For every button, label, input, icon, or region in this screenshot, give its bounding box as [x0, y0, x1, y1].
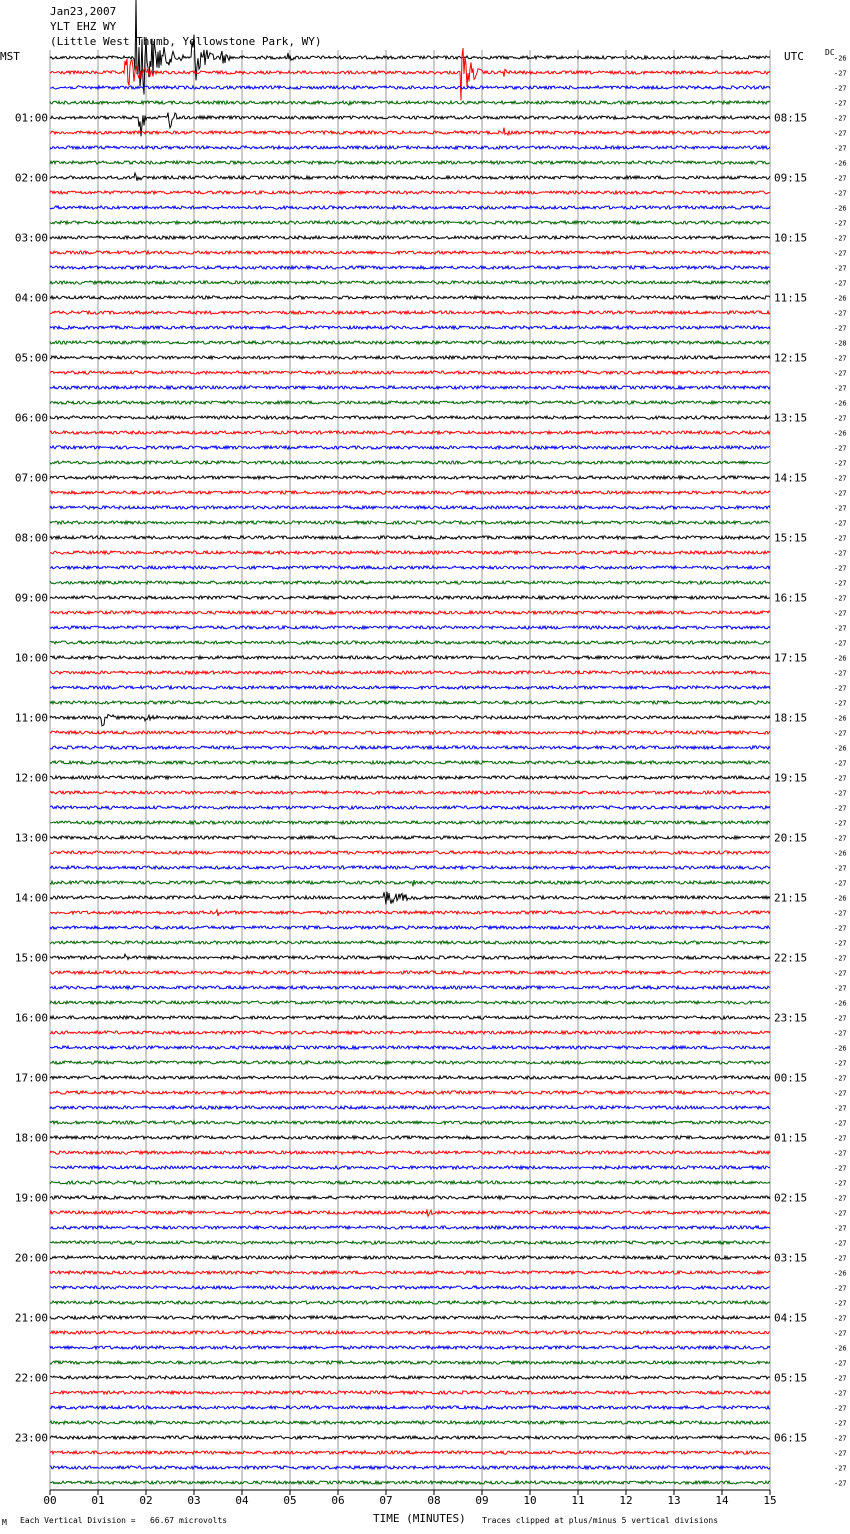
dc-offset-7: -26 — [834, 159, 847, 168]
x-tick-label-00: 00 — [43, 1494, 57, 1507]
dc-offset-21: -27 — [834, 369, 847, 378]
trace-line-2 — [50, 86, 770, 89]
right-hour-label-21: 05:15 — [774, 1371, 808, 1385]
dc-offset-26: -27 — [834, 444, 847, 453]
trace-line-65 — [50, 1031, 770, 1034]
dc-offset-61: -27 — [834, 969, 847, 978]
dc-offset-13: -27 — [834, 249, 847, 258]
dc-offset-31: -27 — [834, 519, 847, 528]
trace-line-5 — [50, 128, 770, 135]
dc-offset-29: -27 — [834, 489, 847, 498]
dc-offset-33: -27 — [834, 549, 847, 558]
right-hour-label-9: 17:15 — [774, 651, 808, 665]
dc-offset-69: -27 — [834, 1089, 847, 1098]
header-station: YLT EHZ WY — [50, 20, 117, 33]
trace-line-71 — [50, 1121, 770, 1124]
left-hour-label-9: 10:00 — [14, 651, 48, 665]
trace-line-30 — [50, 506, 770, 509]
trace-line-60 — [50, 954, 770, 959]
trace-line-28 — [50, 476, 770, 479]
trace-line-45 — [50, 731, 770, 734]
left-timezone-label: MST — [0, 50, 20, 63]
right-hour-label-11: 19:15 — [774, 771, 808, 785]
left-hour-label-19: 20:00 — [14, 1251, 48, 1265]
trace-line-35 — [50, 581, 770, 584]
dc-offset-60: -27 — [834, 954, 847, 963]
x-tick-label-06: 06 — [331, 1494, 345, 1507]
dc-offset-59: -27 — [834, 939, 847, 948]
trace-line-94 — [50, 1466, 770, 1469]
trace-line-62 — [50, 986, 770, 989]
x-tick-label-04: 04 — [235, 1494, 249, 1507]
trace-line-67 — [50, 1061, 770, 1064]
left-hour-label-21: 22:00 — [14, 1371, 48, 1385]
left-hour-label-22: 23:00 — [14, 1431, 48, 1445]
clip-note: Traces clipped at plus/minus 5 vertical divisions — [482, 1516, 719, 1525]
x-tick-label-10: 10 — [523, 1494, 537, 1507]
trace-line-6 — [50, 146, 770, 149]
right-hour-label-14: 22:15 — [774, 951, 808, 965]
trace-line-63 — [50, 1001, 770, 1004]
dc-offset-1: -27 — [834, 69, 847, 78]
dc-offset-8: -27 — [834, 174, 847, 183]
trace-line-88 — [50, 1376, 770, 1379]
trace-line-87 — [50, 1361, 770, 1364]
dc-offset-10: -26 — [834, 204, 847, 213]
right-hour-label-0: 08:15 — [774, 111, 808, 125]
right-hour-label-8: 16:15 — [774, 591, 808, 605]
trace-line-58 — [50, 926, 770, 929]
dc-offset-42: -27 — [834, 684, 847, 693]
dc-offset-4: -27 — [834, 114, 847, 123]
trace-line-37 — [50, 611, 770, 614]
trace-line-83 — [50, 1301, 770, 1304]
dc-offset-83: -27 — [834, 1299, 847, 1308]
x-tick-label-02: 02 — [139, 1494, 153, 1507]
right-hour-label-20: 04:15 — [774, 1311, 808, 1325]
trace-line-25 — [50, 431, 770, 434]
dc-offset-22: -27 — [834, 384, 847, 393]
trace-line-73 — [50, 1151, 770, 1154]
trace-line-17 — [50, 311, 770, 314]
trace-line-49 — [50, 791, 770, 794]
dc-offset-81: -26 — [834, 1269, 847, 1278]
dc-offset-43: -27 — [834, 699, 847, 708]
trace-line-21 — [50, 371, 770, 374]
trace-line-76 — [50, 1196, 770, 1199]
x-tick-label-13: 13 — [667, 1494, 681, 1507]
left-hour-label-1: 02:00 — [14, 171, 48, 185]
trace-line-10 — [50, 206, 770, 209]
dc-offset-68: -27 — [834, 1074, 847, 1083]
x-tick-label-01: 01 — [91, 1494, 105, 1507]
x-tick-label-12: 12 — [619, 1494, 633, 1507]
dc-offset-30: -27 — [834, 504, 847, 513]
trace-line-50 — [50, 806, 770, 809]
dc-offset-58: -27 — [834, 924, 847, 933]
trace-line-52 — [50, 836, 770, 839]
dc-offset-64: -27 — [834, 1014, 847, 1023]
trace-line-27 — [50, 461, 770, 464]
trace-line-24 — [50, 416, 770, 419]
trace-line-42 — [50, 686, 770, 689]
dc-offset-46: -26 — [834, 744, 847, 753]
right-hour-label-2: 10:15 — [774, 231, 808, 245]
trace-line-61 — [50, 971, 770, 974]
trace-line-85 — [50, 1331, 770, 1334]
dc-offset-27: -27 — [834, 459, 847, 468]
dc-label: DC — [825, 48, 835, 57]
dc-offset-45: -27 — [834, 729, 847, 738]
dc-offset-47: -27 — [834, 759, 847, 768]
dc-offset-39: -27 — [834, 639, 847, 648]
dc-offset-5: -27 — [834, 129, 847, 138]
trace-line-75 — [50, 1181, 770, 1184]
dc-offset-89: -27 — [834, 1389, 847, 1398]
trace-line-56 — [50, 892, 770, 905]
dc-offset-9: -27 — [834, 189, 847, 198]
trace-line-78 — [50, 1226, 770, 1229]
x-tick-label-14: 14 — [715, 1494, 729, 1507]
dc-offset-76: -27 — [834, 1194, 847, 1203]
left-hour-label-7: 08:00 — [14, 531, 48, 545]
dc-offset-70: -27 — [834, 1104, 847, 1113]
dc-offset-63: -26 — [834, 999, 847, 1008]
left-hour-label-10: 11:00 — [14, 711, 48, 725]
trace-line-55 — [50, 880, 770, 886]
dc-offset-0: -26 — [834, 54, 847, 63]
dc-offset-6: -27 — [834, 144, 847, 153]
left-hour-label-3: 04:00 — [14, 291, 48, 305]
right-hour-label-7: 15:15 — [774, 531, 808, 545]
dc-offset-85: -27 — [834, 1329, 847, 1338]
dc-offset-44: -26 — [834, 714, 847, 723]
dc-offset-67: -27 — [834, 1059, 847, 1068]
right-hour-label-1: 09:15 — [774, 171, 808, 185]
trace-line-33 — [50, 551, 770, 554]
trace-line-16 — [50, 296, 770, 299]
dc-offset-52: -27 — [834, 834, 847, 843]
trace-line-43 — [50, 701, 770, 704]
x-tick-label-08: 08 — [427, 1494, 441, 1507]
trace-line-11 — [50, 221, 770, 224]
dc-offset-32: -27 — [834, 534, 847, 543]
trace-line-53 — [50, 851, 770, 854]
dc-offset-37: -27 — [834, 609, 847, 618]
right-hour-label-16: 00:15 — [774, 1071, 808, 1085]
dc-offset-84: -27 — [834, 1314, 847, 1323]
trace-line-9 — [50, 191, 770, 194]
right-hour-label-6: 14:15 — [774, 471, 808, 485]
dc-offset-80: -27 — [834, 1254, 847, 1263]
trace-line-46 — [50, 746, 770, 749]
trace-line-86 — [50, 1346, 770, 1349]
dc-offset-24: -27 — [834, 414, 847, 423]
left-hour-label-20: 21:00 — [14, 1311, 48, 1325]
dc-offset-74: -27 — [834, 1164, 847, 1173]
right-hour-label-12: 20:15 — [774, 831, 808, 845]
x-tick-label-05: 05 — [283, 1494, 297, 1507]
trace-line-40 — [50, 656, 770, 659]
trace-line-70 — [50, 1106, 770, 1109]
dc-offset-14: -27 — [834, 264, 847, 273]
trace-line-23 — [50, 401, 770, 404]
right-hour-label-10: 18:15 — [774, 711, 808, 725]
trace-line-31 — [50, 521, 770, 524]
trace-line-47 — [50, 761, 770, 764]
dc-offset-48: -27 — [834, 774, 847, 783]
trace-line-80 — [50, 1256, 770, 1259]
scale-note: Each Vertical Division = 66.67 microvolts — [20, 1516, 228, 1525]
right-hour-label-4: 12:15 — [774, 351, 808, 365]
trace-line-0 — [50, 0, 770, 95]
trace-line-32 — [50, 536, 770, 539]
trace-line-15 — [50, 281, 770, 284]
dc-offset-62: -27 — [834, 984, 847, 993]
trace-line-54 — [50, 866, 770, 869]
trace-line-22 — [50, 386, 770, 389]
right-hour-label-19: 03:15 — [774, 1251, 808, 1265]
dc-offset-16: -26 — [834, 294, 847, 303]
left-hour-label-16: 17:00 — [14, 1071, 48, 1085]
trace-line-59 — [50, 941, 770, 944]
right-hour-label-3: 11:15 — [774, 291, 808, 305]
left-hour-label-4: 05:00 — [14, 351, 48, 365]
left-hour-label-2: 03:00 — [14, 231, 48, 245]
right-hour-label-15: 23:15 — [774, 1011, 808, 1025]
left-hour-label-14: 15:00 — [14, 951, 48, 965]
dc-offset-17: -27 — [834, 309, 847, 318]
dc-offset-87: -27 — [834, 1359, 847, 1368]
dc-offset-57: -27 — [834, 909, 847, 918]
dc-offset-49: -27 — [834, 789, 847, 798]
dc-offset-34: -27 — [834, 564, 847, 573]
dc-offset-78: -27 — [834, 1224, 847, 1233]
left-hour-label-11: 12:00 — [14, 771, 48, 785]
trace-line-84 — [50, 1315, 770, 1319]
right-hour-label-18: 02:15 — [774, 1191, 808, 1205]
trace-line-41 — [50, 671, 770, 674]
left-hour-label-8: 09:00 — [14, 591, 48, 605]
trace-line-74 — [50, 1166, 770, 1169]
dc-offset-82: -27 — [834, 1284, 847, 1293]
trace-line-3 — [50, 101, 770, 105]
trace-line-79 — [50, 1241, 770, 1244]
trace-line-13 — [50, 251, 770, 254]
right-timezone-label: UTC — [784, 50, 804, 63]
dc-offset-51: -27 — [834, 819, 847, 828]
trace-line-44 — [50, 715, 770, 726]
dc-offset-90: -27 — [834, 1404, 847, 1413]
header-location: (Little West Thumb, Yellowstone Park, WY) — [50, 35, 322, 48]
trace-line-77 — [50, 1210, 770, 1217]
dc-offset-56: -26 — [834, 894, 847, 903]
dc-offset-38: -27 — [834, 624, 847, 633]
dc-offset-73: -27 — [834, 1149, 847, 1158]
dc-offset-79: -27 — [834, 1239, 847, 1248]
trace-line-19 — [50, 341, 770, 344]
x-tick-label-15: 15 — [763, 1494, 777, 1507]
trace-line-34 — [50, 566, 770, 569]
x-tick-label-09: 09 — [475, 1494, 489, 1507]
dc-offset-72: -27 — [834, 1134, 847, 1143]
right-hour-label-13: 21:15 — [774, 891, 808, 905]
trace-line-8 — [50, 173, 770, 181]
dc-offset-18: -27 — [834, 324, 847, 333]
corner-mark: M — [2, 1518, 7, 1527]
trace-line-91 — [50, 1421, 770, 1424]
trace-line-92 — [50, 1436, 770, 1439]
trace-line-57 — [50, 910, 770, 916]
trace-line-18 — [50, 326, 770, 329]
trace-line-93 — [50, 1451, 770, 1454]
dc-offset-11: -27 — [834, 219, 847, 228]
right-hour-label-5: 13:15 — [774, 411, 808, 425]
trace-line-38 — [50, 626, 770, 629]
trace-line-64 — [50, 1016, 770, 1019]
dc-offset-50: -27 — [834, 804, 847, 813]
dc-offset-20: -27 — [834, 354, 847, 363]
left-hour-label-6: 07:00 — [14, 471, 48, 485]
dc-offset-66: -26 — [834, 1044, 847, 1053]
dc-offset-23: -26 — [834, 399, 847, 408]
dc-offset-19: -28 — [834, 339, 847, 348]
dc-offset-77: -27 — [834, 1209, 847, 1218]
trace-line-82 — [50, 1286, 770, 1289]
left-hour-label-15: 16:00 — [14, 1011, 48, 1025]
trace-line-48 — [50, 776, 770, 779]
trace-line-89 — [50, 1391, 770, 1394]
trace-line-95 — [50, 1481, 770, 1484]
x-tick-label-11: 11 — [571, 1494, 585, 1507]
right-hour-label-17: 01:15 — [774, 1131, 808, 1145]
trace-line-66 — [50, 1046, 770, 1049]
dc-offset-54: -27 — [834, 864, 847, 873]
dc-offset-15: -27 — [834, 279, 847, 288]
dc-offset-53: -26 — [834, 849, 847, 858]
x-tick-label-03: 03 — [187, 1494, 201, 1507]
header-date: Jan23,2007 — [50, 5, 117, 18]
trace-line-26 — [50, 446, 770, 449]
trace-line-72 — [50, 1136, 770, 1139]
dc-offset-35: -27 — [834, 579, 847, 588]
dc-offset-93: -27 — [834, 1449, 847, 1458]
dc-offset-55: -27 — [834, 879, 847, 888]
dc-offset-86: -26 — [834, 1344, 847, 1353]
right-hour-label-22: 06:15 — [774, 1431, 808, 1445]
trace-line-20 — [50, 356, 770, 359]
dc-offset-3: -27 — [834, 99, 847, 108]
left-hour-label-17: 18:00 — [14, 1131, 48, 1145]
x-axis-label: TIME (MINUTES) — [373, 1512, 466, 1525]
trace-line-90 — [50, 1406, 770, 1409]
dc-offset-12: -27 — [834, 234, 847, 243]
dc-offset-91: -27 — [834, 1419, 847, 1428]
left-hour-label-5: 06:00 — [14, 411, 48, 425]
dc-offset-36: -27 — [834, 594, 847, 603]
dc-offset-75: -27 — [834, 1179, 847, 1188]
dc-offset-88: -27 — [834, 1374, 847, 1383]
dc-offset-41: -27 — [834, 669, 847, 678]
trace-line-14 — [50, 266, 770, 269]
x-tick-label-07: 07 — [379, 1494, 393, 1507]
left-hour-label-13: 14:00 — [14, 891, 48, 905]
dc-offset-28: -27 — [834, 474, 847, 483]
dc-offset-65: -27 — [834, 1029, 847, 1038]
trace-line-39 — [50, 641, 770, 644]
trace-line-7 — [50, 161, 770, 164]
dc-offset-94: -27 — [834, 1464, 847, 1473]
dc-offset-95: -27 — [834, 1479, 847, 1488]
trace-line-12 — [50, 236, 770, 239]
dc-offset-2: -27 — [834, 84, 847, 93]
trace-line-36 — [50, 596, 770, 599]
trace-line-68 — [50, 1076, 770, 1079]
trace-line-69 — [50, 1091, 770, 1094]
left-hour-label-0: 01:00 — [14, 111, 48, 125]
left-hour-label-18: 19:00 — [14, 1191, 48, 1205]
dc-offset-92: -27 — [834, 1434, 847, 1443]
dc-offset-71: -27 — [834, 1119, 847, 1128]
trace-line-29 — [50, 491, 770, 494]
trace-line-81 — [50, 1271, 770, 1274]
trace-line-51 — [50, 821, 770, 824]
dc-offset-25: -26 — [834, 429, 847, 438]
left-hour-label-12: 13:00 — [14, 831, 48, 845]
dc-offset-40: -26 — [834, 654, 847, 663]
